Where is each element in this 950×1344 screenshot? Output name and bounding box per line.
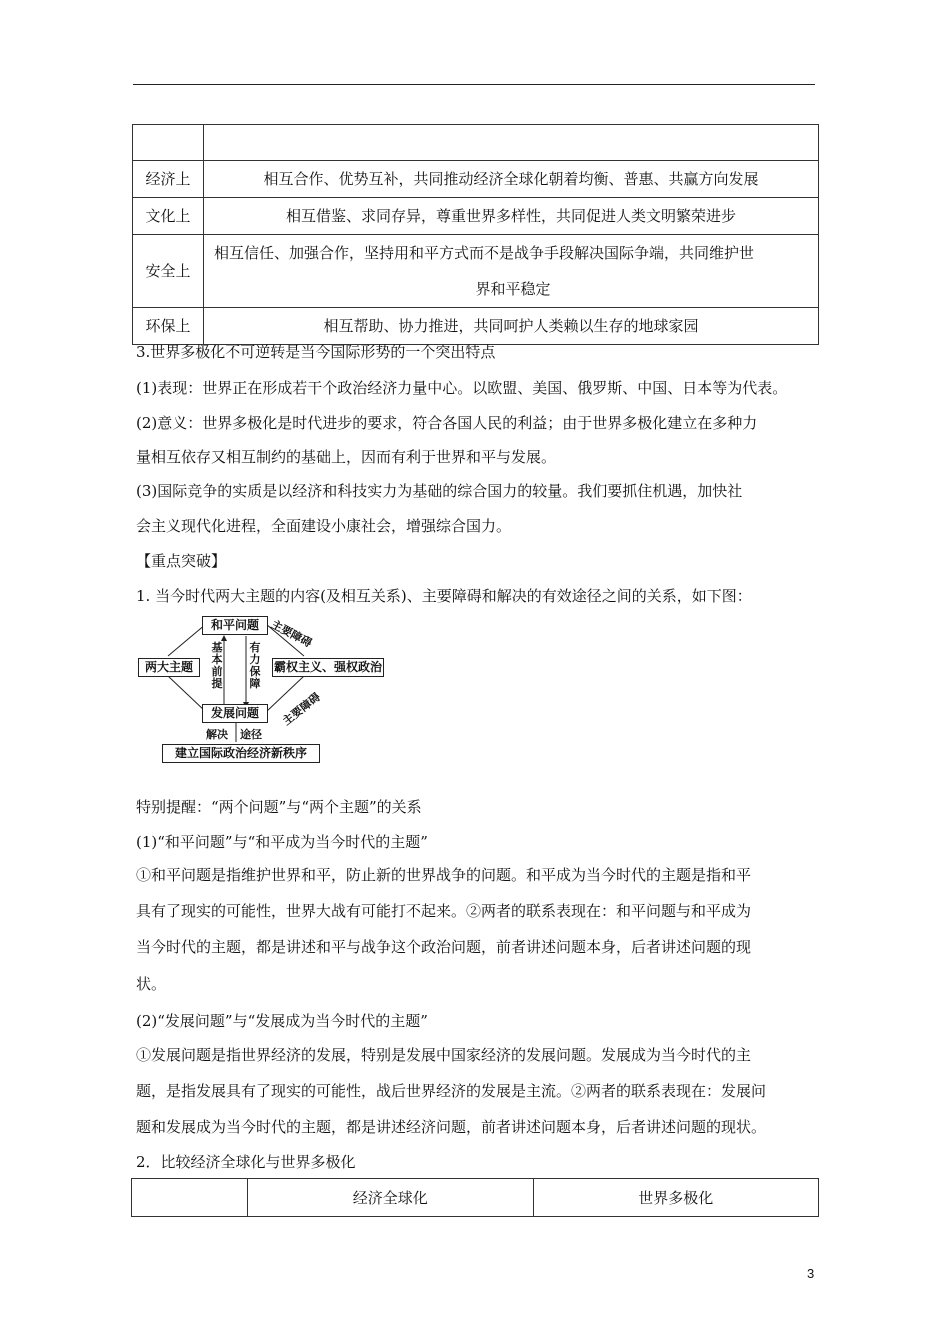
comparison-table: [131, 1178, 819, 1217]
reminder-sub2: (2)“发展问题”与“发展成为当今时代的主题”: [136, 1012, 428, 1030]
new-order-box: 建立国际政治经济新秩序: [162, 744, 320, 763]
row-label: 环保上: [133, 308, 204, 345]
row-label: 文化上: [133, 198, 204, 235]
reminder-sub1: (1)“和平问题”与“和平成为当今时代的主题”: [136, 833, 428, 851]
section-3-p3-line1: (3)国际竞争的实质是以经济和科技实力为基础的综合国力的较量。我们要抓住机遇，加快社: [136, 482, 743, 500]
section-3-title: 3.世界多极化不可逆转是当今国际形势的一个突出特点: [136, 343, 496, 361]
table-row: [133, 235, 819, 308]
table-row: [133, 198, 819, 235]
main-obstacle-top-label: 主要障碍: [268, 617, 314, 650]
row-content: 相互帮助、协力推进，共同呵护人类赖以生存的地球家园: [204, 308, 819, 345]
reminder-sub1-line3: 当今时代的主题，都是讲述和平与战争这个政治问题，前者讲述问题本身，后者讲述问题的现: [136, 938, 752, 956]
section-3-p1: (1)表现：世界正在形成若干个政治经济力量中心。以欧盟、美国、俄罗斯、中国、日本等为代表。: [136, 379, 788, 397]
row-content: 相互合作、优势互补，共同推动经济全球化朝着均衡、普惠、共赢方向发展: [204, 161, 819, 198]
table-header-row: [133, 125, 819, 161]
row-content: 相互借鉴、求同存异，尊重世界多样性，共同促进人类文明繁荣进步: [204, 198, 819, 235]
hegemony-box: 霸权主义、强权政治: [272, 658, 384, 677]
development-box: 发展问题: [202, 704, 268, 723]
table-header-cell: [132, 1179, 248, 1217]
item-2-heading: 2．比较经济全球化与世界多极化: [136, 1153, 356, 1171]
route-label: 途径: [240, 728, 262, 741]
focus-heading: 【重点突破】: [136, 552, 227, 570]
reminder-sub2-line3: 题和发展成为当今时代的主题，都是讲述经济问题，前者讲述问题本身，后者讲述问题的现状。: [136, 1118, 767, 1136]
reminder-sub1-line2: 具有了现实的可能性，世界大战有可能打不起来。②两者的联系表现在：和平问题与和平成为: [136, 902, 752, 920]
section-3-p2-line1: (2)意义：世界多极化是时代进步的要求，符合各国人民的利益；由于世界多极化建立在多种力: [136, 414, 758, 432]
header-rule: [133, 84, 815, 85]
table-header-row: [132, 1179, 819, 1217]
table-row: [133, 161, 819, 198]
row-label: 安全上: [133, 235, 204, 308]
peace-box: 和平问题: [202, 616, 268, 635]
basic-premise-label: 基本前提: [211, 641, 223, 690]
reminder-title: 特别提醒：“两个问题”与“两个主题”的关系: [136, 798, 422, 816]
table-header-cell: 世界多极化: [533, 1179, 819, 1217]
main-obstacle-bottom-label: 主要障碍: [280, 690, 323, 728]
themes-diagram: [136, 612, 396, 772]
reminder-sub1-line1: ①和平问题是指维护世界和平，防止新的世界战争的问题。和平成为当今时代的主题是指和平: [136, 866, 752, 884]
row-content: [204, 235, 819, 308]
strong-guarantee-label: 有力保障: [249, 641, 261, 690]
row-content-line: 界和平稳定: [475, 280, 551, 298]
reminder-sub1-line4: 状。: [136, 975, 167, 993]
table-header-cell: [204, 125, 819, 161]
row-label: 经济上: [133, 161, 204, 198]
page-number: 3: [807, 1266, 815, 1281]
table-header-cell: 经济全球化: [248, 1179, 534, 1217]
section-3-p2-line2: 量相互依存又相互制约的基础上，因而有利于世界和平与发展。: [136, 448, 557, 466]
section-3-p3-line2: 会主义现代化进程，全面建设小康社会，增强综合国力。: [136, 517, 512, 535]
row-content-line: 相互信任、加强合作，坚持用和平方式而不是战争手段解决国际争端，共同维护世: [214, 244, 755, 262]
cooperation-table: [132, 124, 819, 345]
solve-label: 解决: [206, 728, 228, 741]
table-header-cell: [133, 125, 204, 161]
two-themes-box: 两大主题: [138, 658, 200, 677]
reminder-sub2-line1: ①发展问题是指世界经济的发展，特别是发展中国家经济的发展问题。发展成为当今时代的主: [136, 1046, 752, 1064]
reminder-sub2-line2: 题，是指发展具有了现实的可能性，战后世界经济的发展是主流。②两者的联系表现在：发展问: [136, 1082, 767, 1100]
focus-item-1: 1. 当今时代两大主题的内容(及相互关系)、主要障碍和解决的有效途径之间的关系，如下图：: [136, 587, 752, 605]
